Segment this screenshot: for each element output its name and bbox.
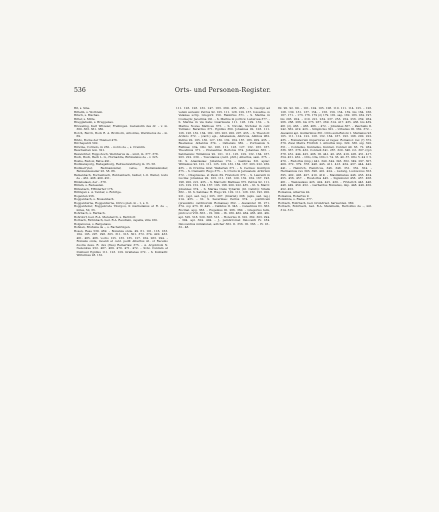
register-entry: Bushe, Budow, Balve 491. xyxy=(74,158,111,163)
register-entry: Borch, Burch, Bock R. A. Brothorn, Arnoldus, Wernherus de – m. 69. xyxy=(74,130,168,138)
register-entry: Bohrbach, s. Rarbach. xyxy=(74,211,106,215)
register-entry: Birchepatch 592. xyxy=(74,141,99,145)
register-entry: Bohnen, Bruhuna de –, s. Rachelringen. xyxy=(74,225,131,229)
register-entry: Bitter, s. Mitte. xyxy=(74,116,96,121)
register-entry: Bamenbach, Bochenbach, Bubbenbach, halber, L.O. Weiler, nodu de – 461. 408. 409. 451. xyxy=(74,172,168,180)
register-entry: Rorbach, Rohrbach, bed. Grundried. Sarwerden. 380. xyxy=(278,200,355,205)
register-entry: Budmerryler, Budmanswiler, velve, Budismannsiler, Butmannsweiler 26. 58. 86. xyxy=(74,165,168,173)
register-entry: Boggenhofer, Roggenrode Thurgou, K marredanus et R. de –, miles, 50, 33. xyxy=(74,204,168,212)
register-entry: Romhilde, s. Riehe. 377. xyxy=(278,197,313,201)
register-entry: Bavanchter, Ruppohoch, Wernherus de – umit, in. 377. 378. xyxy=(74,151,159,156)
running-title: Orts- und Personen-Register. xyxy=(174,87,272,94)
register-column-left xyxy=(74,107,168,258)
register-entry: 82. 90. 92. 99. – 101. 104. 105. 108. 110. 111. 114. 125. – 126. 128. 130. 131. 137. 154. – 156. 159. 154. 159. bis 164. 166. 167. 171. – 173. 176. 179 (2) 179. 181. sap. 182. 183. 184. 197. bis 203. 204. – 210. 221. 234. 237. 253. 254. 256. 259. 264. 266. 268. 266. bis 273. 267. 269. 314. 417. 435. 436. bis 439. 461 (2). 463. – 465. 466. – 472. – Johannes 367. – Paschalis II. 242. 362. 419. 423. – Simplicius 301. – Urbanus III. 362. 372. – Alexanni apl. Guillerimus 361. Ordo-sum-Buloni 1. Marianus 93. 105. 111. 114. 122. 128. 132. 164. 167. 193. 198. 200. 222. 435. – Romanorum impertores et reges: Romanor. rex (?) 372. 379. Zwei Marre Fridrich I. Arnulfus imp. 320. 336. sig. 320. 351. – Conradus, Kunradus, Kunrad, Cunrad 40. 63. 72. 284. 336. 367. 376. 432. Conradi 341. 267. 320. 346. rot. 307.</p> 378. 451. 444. 425. 406. III. 441. 40. 453. 419. 405. 451. 417. 354. 451. 452. – Otto, Ota, Otto I. 74. 33. 40. 37. Otto V. 44 = 5. 470. – Rudolfus (imp.) 441. 340. 344. 345. 362. 349. 297. 307. 409. 372. 379. 378. 448. 445. 411. 413. 434. 437. 444. 442. 441. – Heinrich, Heinricus, 346. 348. 351. 352. 354. – Hermannus rex 393. 398. 401. 424. – Ludwig, Ludowicus 353. 395. 402. 403. 407. 410. 419. – Maximilianus 446. 453. 454. 455. 456. 457. – Ruodolfus 445. – Sigismund 456. 457. 458. 461. – Wenzeslaus 423. 424. 425. 430. – Friderich 443. 446. 448. 449. 450. 452. – Gerhardus Romanus, imp. 448. 449. 450. 452. 453. xyxy=(278,106,372,191)
register-entry: Blirain, s. Redeeslen. xyxy=(74,183,105,187)
register-entry: Boggenburne, Roggenburne, Ulrico pleb. in – 1, s. 6. xyxy=(74,200,149,205)
register-column-middle xyxy=(176,107,270,230)
register-entry: 111. 126. 128. 132. 147. 163. 269. 435. 455. – S. Georgii ad velum aureum: Petrus 92. 105. 111. 128. 129. 157. fozosdbe ov Velanae scrip. Gregorii 150. Raimrius 371. – S. Marine in Cosmeyls: Jacerima 191. – S. Marine in porticu: Laburosa 377. – S. Marine in via hata: Guarnuans 111. 126. 129. 132. – S. Marine Novae Mathoes 375. – S. Nicolai, Nicholai in carr. Tulliano: Berardus 371. Egidius 360. Johannes 92. 103. 111. 126. 128. 132. 164. 182. 183. 203. 200. 207. 435. – S. Theodori: Ardiolo 372. – (card.) epi., Albanensis, Albricus, Alhibus 962. Petrus 92. 105. 130. 127. 130. 132. 164. 167. 183. 209. 435. – Bueliense: Atheldus 374. – Ostiensis 382. – Portuensis S. Rufinae: Ota, Oito 92. 108. 111. 123. 127. 132. 163. 167. Theodinus 371. – Prenestine: Bertolus 374. Johannes 363. – Sabinensis: Willelmus 92. 101. 111. 125. 129. 132. 164. 167. 203. 222. 230. – Tusculanus (card. phrt.) Albertus, sam. 375. – tit. S. Anastasiae: Johannes 174. – basilicae XII. apiac: Williamus 92. 101. 111. 125. 129. 132. 164. 167. 203. 222. 230. 435. – in Crioline Graf. Wallerian 371. – S. Cecliau: Guidryon 375. – S. Clementi: Rugo 375. – S. Crucis in Jerusalem: Aribrium 372. – Chapluscae. st Paulo 69. Franciscii 372. – S. Laurenti in Lucina: Johannes 92. 103. 111. 128. 129. 132. 164. 167. 193. 198. 200. 221. 435. – S. Marcelli: Mathaes 375. Petrus 92. 111. 125. 129. 152. 164. 167. 193. 198. 200. 222. 435. – tit. S. Marci: Johannes 374. – S. Mariae trans Tybarim (tit. Calixti): Vitalis 382. – tit. S. Sabinae: H. Hugo 92. 102. 111. 128. 132. 193. 200. 221. (apl. sed. leg.) 205. 207. (Imariet) 208. (apls. sed. leg.) 214. 435. – tit. S. Severinae: Petrus 374. – pontificem (presumtio cardinorum Romanae) 362. – Alexander III. 271. 374. cop 473. IV. 445. – Caliktus II. 343. – Celestinus III. 363. Rocinal. apg. 363. – Eugenius III. 266. 360. – Gregorius felix, pintvocol VIII. 363. – IX. 300. – IX. 180. 462. 464. 465. 491. 4th. apl. 505. 518. 520. 508. 513. – Honorius II. 301. 362. 303. 294. – 304. apl. 304. 404. – J., pemlicromet Innocenti IV. 184. Innocentius minlalunet, adtcher 362. II. 356. III. 363. – IV. 18.. 32.. 48. xyxy=(176,106,270,229)
register-entry: Buch, Buch, Bach L. G., Hornaddle, Birlmannus de – v. 325. xyxy=(74,155,159,159)
register-entry: Boggenbach, s. Bossenbach. xyxy=(74,197,115,201)
register-entry: Bittelin, s. Worblein. xyxy=(74,109,104,114)
register-entry: Bolganuces, s. Bargenaus. xyxy=(74,221,112,226)
register-entry: Bohrdorf, bed. R.A. Mereberch, s. Barrdorf. xyxy=(74,214,136,219)
register-column-right xyxy=(278,107,372,212)
register-entry: Borbach, Richnbach, bed. R.A. Reudtein, capella, villa 160. xyxy=(74,218,158,222)
register-entry: Budmanspurg, Budagalburg, Reitwerwahrberg in. 35. 58. xyxy=(74,162,156,166)
register-entry: Blidebelaen, der – 378. xyxy=(74,179,107,184)
register-entry: Romanus, Robertus 9. xyxy=(278,193,310,198)
register-entry: Breggleheim, s. Bruggenau. xyxy=(74,120,114,124)
register-entry: Blitzebach, F.Bliderhof 176. xyxy=(74,186,114,191)
register-entry: Bitsch, s. Bischau. xyxy=(74,113,100,117)
register-entry: Rorbach, Rohrbach, bed. B.A. Mannheim, Bertoldus de –, mit. 314. 315. xyxy=(278,204,372,212)
page-header xyxy=(74,86,372,96)
register-entry: Bitzlo, Bocke der Thiebed 476. xyxy=(74,137,118,142)
register-entry: Bruweling, Karl Witzeler, Freilingen. Liebenstin des dr. – v. m. 360. 363. 361. 380. xyxy=(74,123,168,131)
register-entry: Bogenten 256. xyxy=(74,193,95,198)
register-entry: Biltingen s. A. Tenber, s. Rohrige. xyxy=(74,190,122,194)
register-entry: Romanus, Albertus 42. xyxy=(278,190,311,194)
register-entry: Bit, s. Sine. xyxy=(74,106,91,110)
register-entry: Birwine, Corrado, in 250. – nordo de –, s. Cremlin. xyxy=(74,144,146,149)
page-number: 536 xyxy=(74,87,86,94)
register-entry: Bosen, Rese 539. 469. – Bonanza onde. 49. 61. 101. 116. 163. 164. 195. 297. 296. 305. 311. 313. 301. 372. 374. 420. 433. 461. 465. 466. vocho 125. 133. 135. 127. 164. 263. 294. – Romans onde, moenli et cent. pedit Albertus 41. ot Recenio duoria deus. R. dux (frau) Reinertaw 375. – A. Argoblioni N. Nenonkus 252. 467. 469. 470. 471. 472. – Svbo Cunram et Dunbaut Egidius 111. 123. 129. Grafianes 272. – S. Kuntadti: Wiltulmus 28. 161. xyxy=(74,228,168,257)
register-entry: Bauchenten non. 321. xyxy=(74,148,106,152)
